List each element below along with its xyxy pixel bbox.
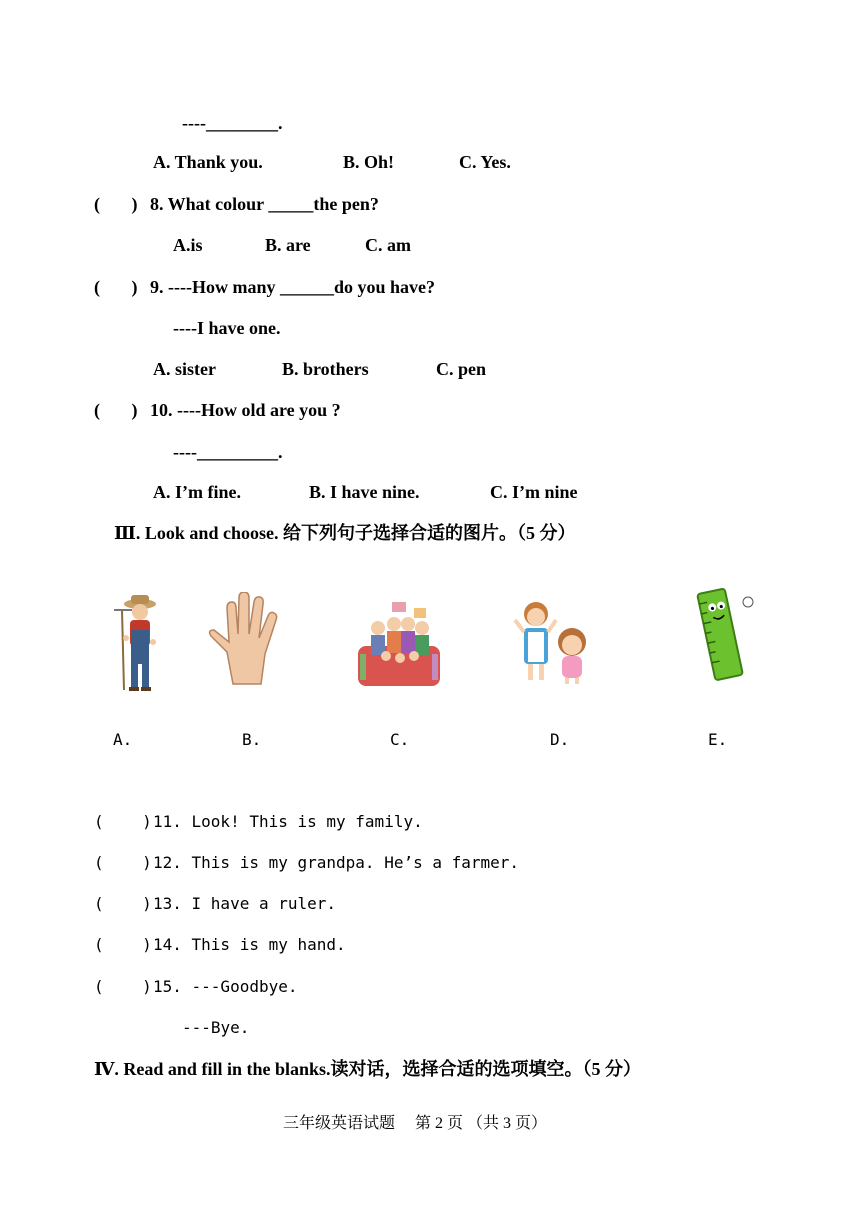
- q9-answer-paren: ( ): [94, 277, 138, 297]
- q7-option-a: A. Thank you.: [153, 152, 263, 172]
- q11-answer-paren: ( ): [94, 812, 152, 831]
- q9-option-c: C. pen: [436, 359, 487, 379]
- q11-text: 11. Look! This is my family.: [153, 812, 423, 831]
- section-4-heading: Ⅳ. Read and fill in the blanks.读对话，选择合适的选项填空。（5 分）: [94, 1059, 641, 1079]
- q15-reply: ---Bye.: [182, 1018, 250, 1037]
- q8-answer-paren: ( ): [94, 194, 138, 214]
- picture-label-a: A.: [113, 730, 133, 749]
- q13-text: 13. I have a ruler.: [153, 894, 337, 913]
- q9-stem: 9. ----How many ______do you have?: [150, 277, 436, 297]
- q15-answer-paren: ( ): [94, 977, 152, 996]
- q10-option-b: B. I have nine.: [309, 482, 420, 502]
- ruler-icon: [692, 586, 758, 682]
- picture-label-d: D.: [550, 730, 570, 749]
- q14-answer-paren: ( ): [94, 935, 152, 954]
- two-girls-goodbye-icon: [512, 598, 596, 686]
- q10-option-c: C. I’m nine: [490, 482, 578, 502]
- q8-stem: 8. What colour _____the pen?: [150, 194, 379, 214]
- q9-option-b: B. brothers: [282, 359, 369, 379]
- q10-answer-paren: ( ): [94, 400, 138, 420]
- picture-label-c: C.: [390, 730, 410, 749]
- hand-icon: [205, 592, 285, 687]
- q10-answer-line: ----_________.: [173, 442, 283, 462]
- q14-text: 14. This is my hand.: [153, 935, 346, 954]
- q15-text: 15. ---Goodbye.: [153, 977, 298, 996]
- q8-option-c: C. am: [365, 235, 411, 255]
- q10-option-a: A. I’m fine.: [153, 482, 241, 502]
- picture-label-b: B.: [242, 730, 262, 749]
- page-footer: 三年级英语试题 第 2 页 （共 3 页）: [283, 1115, 548, 1132]
- q7-answer-line: ----________.: [182, 113, 283, 133]
- q8-option-a: A.is: [173, 235, 203, 255]
- q7-option-c: C. Yes.: [459, 152, 511, 172]
- q9-option-a: A. sister: [153, 359, 216, 379]
- q12-text: 12. This is my grandpa. He’s a farmer.: [153, 853, 520, 872]
- family-photo-icon: [356, 598, 442, 690]
- picture-label-e: E.: [708, 730, 728, 749]
- q8-option-b: B. are: [265, 235, 311, 255]
- q13-answer-paren: ( ): [94, 894, 152, 913]
- section-3-heading: Ⅲ. Look and choose. 给下列句子选择合适的图片。（5 分）: [114, 523, 576, 543]
- q7-option-b: B. Oh!: [343, 152, 395, 172]
- farmer-grandpa-icon: [104, 590, 170, 694]
- q10-stem: 10. ----How old are you ?: [150, 400, 341, 420]
- q9-reply: ----I have one.: [173, 318, 281, 338]
- q12-answer-paren: ( ): [94, 853, 152, 872]
